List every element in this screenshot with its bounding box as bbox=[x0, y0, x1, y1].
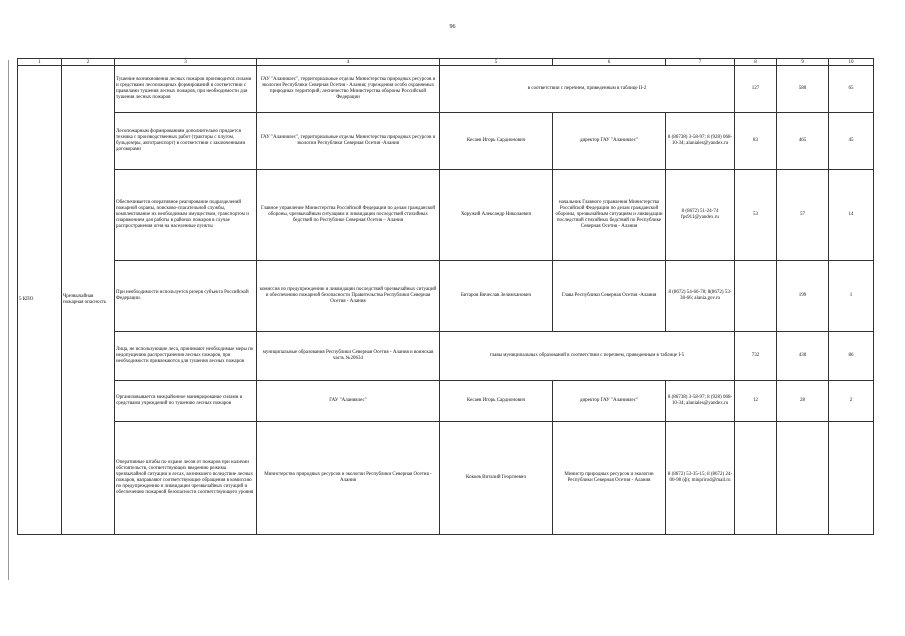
fire-plan-table bbox=[17, 58, 874, 535]
executor-cell: ГАУ "Аланиялес" bbox=[257, 381, 440, 422]
count-cell-10: 45 bbox=[829, 113, 874, 170]
table-row bbox=[18, 422, 874, 535]
count-cell-9: 430 bbox=[777, 332, 829, 381]
measure-cell: Оперативные штабы по охране лесов от пожаров при наличии обстоятельств, соответствующих введению режима чрезвычайной ситуации в лесах, возникшего вследствие лесных пожаров, направляют соответствующие обращения в комиссию по предупреждению и ликвидации чрезвычайных ситуаций и обеспечению пожарной безопасности соответствующего уровня bbox=[115, 422, 257, 535]
table-row bbox=[18, 381, 874, 422]
count-cell-10: 14 bbox=[829, 170, 874, 261]
table-row bbox=[18, 66, 874, 113]
header-cell-8: 8 bbox=[735, 59, 777, 66]
table-row bbox=[18, 332, 874, 381]
measure-cell: Обеспечивается оперативное реагирование подразделений пожарной охраны, поисково-спасательной службы, комплектование их необходимым имуществом, транспортом и снаряжением для работы в районах пожаров в случае распространения огня на населенные пункты bbox=[115, 170, 257, 261]
count-cell-10: 1 bbox=[829, 261, 874, 332]
header-cell-1: 1 bbox=[18, 59, 62, 66]
header-cell-4: 4 bbox=[257, 59, 440, 66]
count-cell-9 bbox=[777, 422, 829, 535]
measure-cell: Тушение возникновения лесных пожаров производится силами и средствами лесопожарных формирований в соответствии с правилами тушения лесных пожаров, при необходимости для тушения лесных пожаров bbox=[115, 66, 257, 113]
phone-cell: 8 (8672) 54-66-78; 8(8672) 53-38-66; alania.gov.ru bbox=[666, 261, 735, 332]
position-cell: директор ГАУ "Аланиялес" bbox=[553, 381, 666, 422]
position-cell: директор ГАУ "Аланиялес" bbox=[553, 113, 666, 170]
count-cell-9: 28 bbox=[777, 381, 829, 422]
header-cell-3: 3 bbox=[115, 59, 257, 66]
executor-cell: Главное управление Министерства Российской Федерации по делам гражданской обороны, чрезвычайным ситуациям и ликвидации последствий стихийных бедствий по Республике Северная Осетия – Алания bbox=[257, 170, 440, 261]
measure-cell: Лесопожарным формированиям дополнительно придается техника с производственных работ (тракторы с плугом, бульдозеры, автотранспорт) в соответствии с заключенными договорами bbox=[115, 113, 257, 170]
count-cell-9: 465 bbox=[777, 113, 829, 170]
header-cell-10: 10 bbox=[829, 59, 874, 66]
person-cell: Кесаев Игорь Сардионович bbox=[440, 381, 553, 422]
table-row bbox=[18, 170, 874, 261]
phone-cell: 8 (8672) 51-24-74 fps911@yandex.ru bbox=[666, 170, 735, 261]
danger-class-cell: Чрезвычайная пожарная опасность bbox=[62, 66, 115, 535]
count-cell-8: 83 bbox=[735, 113, 777, 170]
measure-cell: При необходимости используется резерв субъекта Российской Федерации. bbox=[115, 261, 257, 332]
phone-cell: 8 (86738) 3-58-97; 8 (928) 068-10-34; alaniales@yandex.ru bbox=[666, 381, 735, 422]
danger-level-cell: 5 КПО bbox=[18, 66, 62, 535]
measure-cell: Организовывается межрайонное маневрирование силами и средствами учреждений по тушению лесных пожаров bbox=[115, 381, 257, 422]
count-cell-10: 2 bbox=[829, 381, 874, 422]
contact-merged-cell: главы муниципальных образований в соответствии с перечнем, приведенным в таблице I-5 bbox=[440, 332, 735, 381]
executor-cell: комиссия по предупреждению и ликвидации последствий чрезвычайных ситуаций и обеспечению пожарной безопасности Правительства Республики Северная Осетия - Алания bbox=[257, 261, 440, 332]
header-cell-6: 6 bbox=[553, 59, 666, 66]
person-cell: Битаров Вячеслав Зелимханович bbox=[440, 261, 553, 332]
position-cell: Глава Республики Северная Осетия -Алания bbox=[553, 261, 666, 332]
count-cell-10: 65 bbox=[829, 66, 874, 113]
phone-cell: 8 (8672) 53-35-15; 8 (8672) 24-00-98 (ф); minprirod@mail.ru bbox=[666, 422, 735, 535]
margin-line bbox=[8, 60, 9, 580]
count-cell-8: 12 bbox=[735, 381, 777, 422]
table-row bbox=[18, 113, 874, 170]
header-row bbox=[18, 59, 874, 66]
position-cell: начальник Главного управления Министерства Российской Федерации по делам гражданской обороны, чрезвычайным ситуациям и ликвидации последствий стихийных бедствий по Республике Северная Осетия - Алания bbox=[553, 170, 666, 261]
header-cell-5: 5 bbox=[440, 59, 553, 66]
count-cell-9: 199 bbox=[777, 261, 829, 332]
count-cell-8: 732 bbox=[735, 332, 777, 381]
count-cell-9: 57 bbox=[777, 170, 829, 261]
header-cell-2: 2 bbox=[62, 59, 115, 66]
count-cell-10: 86 bbox=[829, 332, 874, 381]
executor-cell: Министерство природных ресурсов и экологии Республики Северная Осетия - Алания bbox=[257, 422, 440, 535]
executor-cell: ГАУ "Аланиялес", территориальные отделы Министерства природных ресурсов и экологии Республики Северная Осетия -Алания bbox=[257, 113, 440, 170]
person-cell: Кокоев Виталий Георгиевич bbox=[440, 422, 553, 535]
count-cell-8 bbox=[735, 261, 777, 332]
executor-cell: муниципальные образования Республики Северная Осетия - Алания и воинская часть №20634 bbox=[257, 332, 440, 381]
table-row bbox=[18, 261, 874, 332]
phone-cell: 8 (86738) 3-58-97; 8 (928) 068-10-34; alaniales@yandex.ru bbox=[666, 113, 735, 170]
contact-merged-cell: в соответствии с перечнем, приведенным в таблице II-2 bbox=[440, 66, 735, 113]
person-cell: Кесаев Игорь Сардионович bbox=[440, 113, 553, 170]
header-cell-9: 9 bbox=[777, 59, 829, 66]
person-cell: Хоружий Александр Николаевич bbox=[440, 170, 553, 261]
measure-cell: Лица, не использующие леса, принимают необходимые меры по недопущению распространения лесных пожаров, при необходимости привлекаются для тушения лесных пожаров bbox=[115, 332, 257, 381]
count-cell-9: 580 bbox=[777, 66, 829, 113]
position-cell: Министр природных ресурсов и экологии Республики Северная Осетия - Алания bbox=[553, 422, 666, 535]
page-number: 96 bbox=[449, 24, 456, 30]
header-cell-7: 7 bbox=[666, 59, 735, 66]
executor-cell: ГАУ "Аланиялес", территориальные отделы Министерства природных ресурсов и экологии Республики Северная Осетия - Алания; учреждения особо охраняемых природных территорий; лесничество Министерства обороны Российской Федерации bbox=[257, 66, 440, 113]
count-cell-8: 127 bbox=[735, 66, 777, 113]
count-cell-8: 53 bbox=[735, 170, 777, 261]
count-cell-8 bbox=[735, 422, 777, 535]
count-cell-10 bbox=[829, 422, 874, 535]
